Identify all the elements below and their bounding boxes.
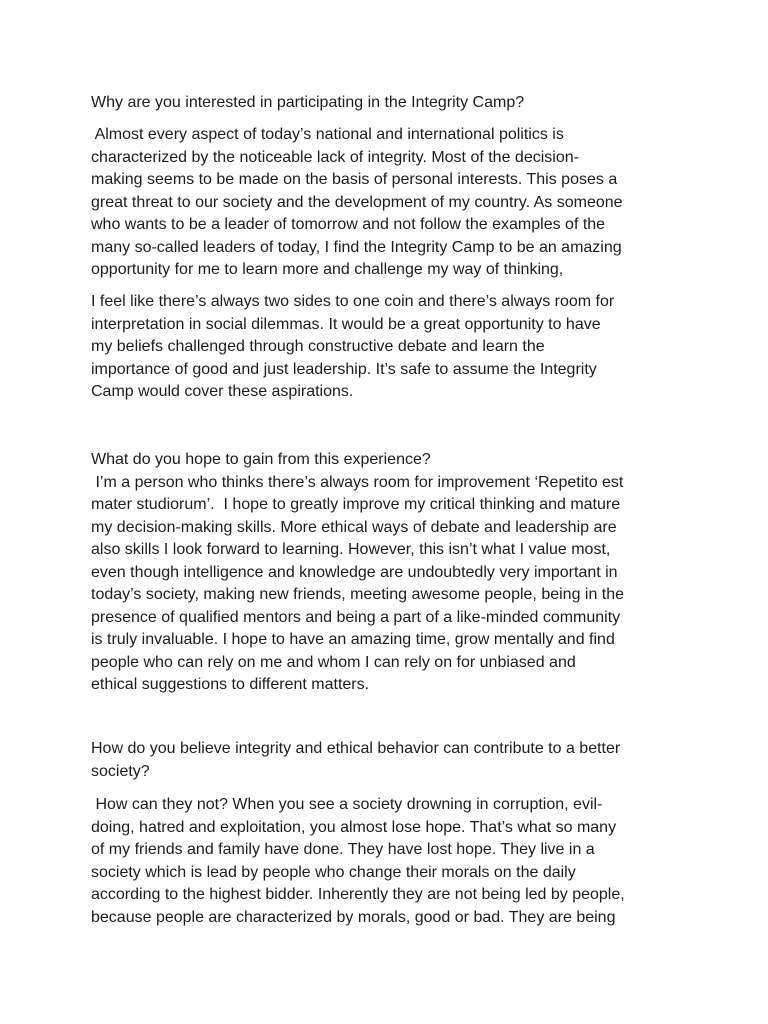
q1-p1-line-6: many so-called leaders of today, I find the Integrity Camp to be an amazing [91, 238, 622, 256]
q2-p1-line-9: people who can rely on me and whom I can rely on for unbiased and [91, 653, 576, 671]
q1-p1-line-5: who wants to be a leader of tomorrow and not follow the examples of the [91, 216, 606, 233]
q2-p1-line-7: presence of qualified mentors and being a part of a like-minded community [91, 608, 621, 626]
question-3-line-1: How do you believe integrity and ethical behavior can contribute to a better [91, 740, 621, 757]
q2-p1-line-5: even though intelligence and knowledge are undoubtedly very important in [91, 563, 618, 581]
q1-p2-line-1: I feel like there’s always two sides to one coin and there’s always room for [91, 293, 615, 310]
q3-p1-line-4: society which is lead by people who change their morals on the daily [91, 863, 576, 881]
question-1: Why are you interested in participating in the Integrity Camp? [91, 94, 525, 111]
q3-p1-line-5: according to the highest bidder. Inherently they are not being led by people, [91, 886, 625, 903]
q1-p1-line-1: Almost every aspect of today’s national and international politics is [91, 126, 564, 143]
q3-p1-line-2: doing, hatred and exploitation, you almost lose hope. That’s what so many [91, 818, 617, 836]
q3-p1-line-1: How can they not? When you see a society drowning in corruption, evil- [91, 796, 603, 813]
q1-p2-line-5: Camp would cover these aspirations. [91, 383, 354, 400]
q2-p1-line-3: my decision-making skills. More ethical ways of debate and leadership are [91, 518, 617, 536]
q2-p1-line-2: mater studiorum’. I hope to greatly improve my critical thinking and mature [91, 496, 621, 513]
question-3-line-2: society? [91, 762, 150, 780]
q3-p1-line-6: because people are characterized by morals, good or bad. They are being [91, 908, 616, 926]
q2-p1-line-6: today’s society, making new friends, meeting awesome people, being in the [91, 586, 625, 603]
q1-p1-line-4: great threat to our society and the development of my country. As someone [91, 193, 623, 211]
q1-p1-line-7: opportunity for me to learn more and challenge my way of thinking, [91, 261, 564, 278]
q2-p1-line-1: I’m a person who thinks there’s always room for improvement ‘Repetito est [91, 473, 624, 491]
q1-p2-line-3: my beliefs challenged through constructive debate and learn the [91, 338, 545, 355]
q1-p1-line-3: making seems to be made on the basis of personal interests. This poses a [91, 171, 618, 188]
q3-p1-line-3: of my friends and family have done. They have lost hope. They live in a [91, 841, 595, 858]
q2-p1-line-8: is truly invaluable. I hope to have an amazing time, grow mentally and find [91, 631, 615, 648]
question-2: What do you hope to gain from this experience? [91, 451, 431, 468]
q2-p1-line-10: ethical suggestions to different matters. [91, 676, 370, 693]
q2-p1-line-4: also skills I look forward to learning. However, this isn’t what I value most, [91, 541, 611, 558]
q1-p1-line-2: characterized by the noticeable lack of integrity. Most of the decision- [91, 148, 579, 166]
q1-p2-line-4: importance of good and just leadership. It’s safe to assume the Integrity [91, 360, 597, 378]
q1-p2-line-2: interpretation in social dilemmas. It would be a great opportunity to have [91, 315, 601, 333]
